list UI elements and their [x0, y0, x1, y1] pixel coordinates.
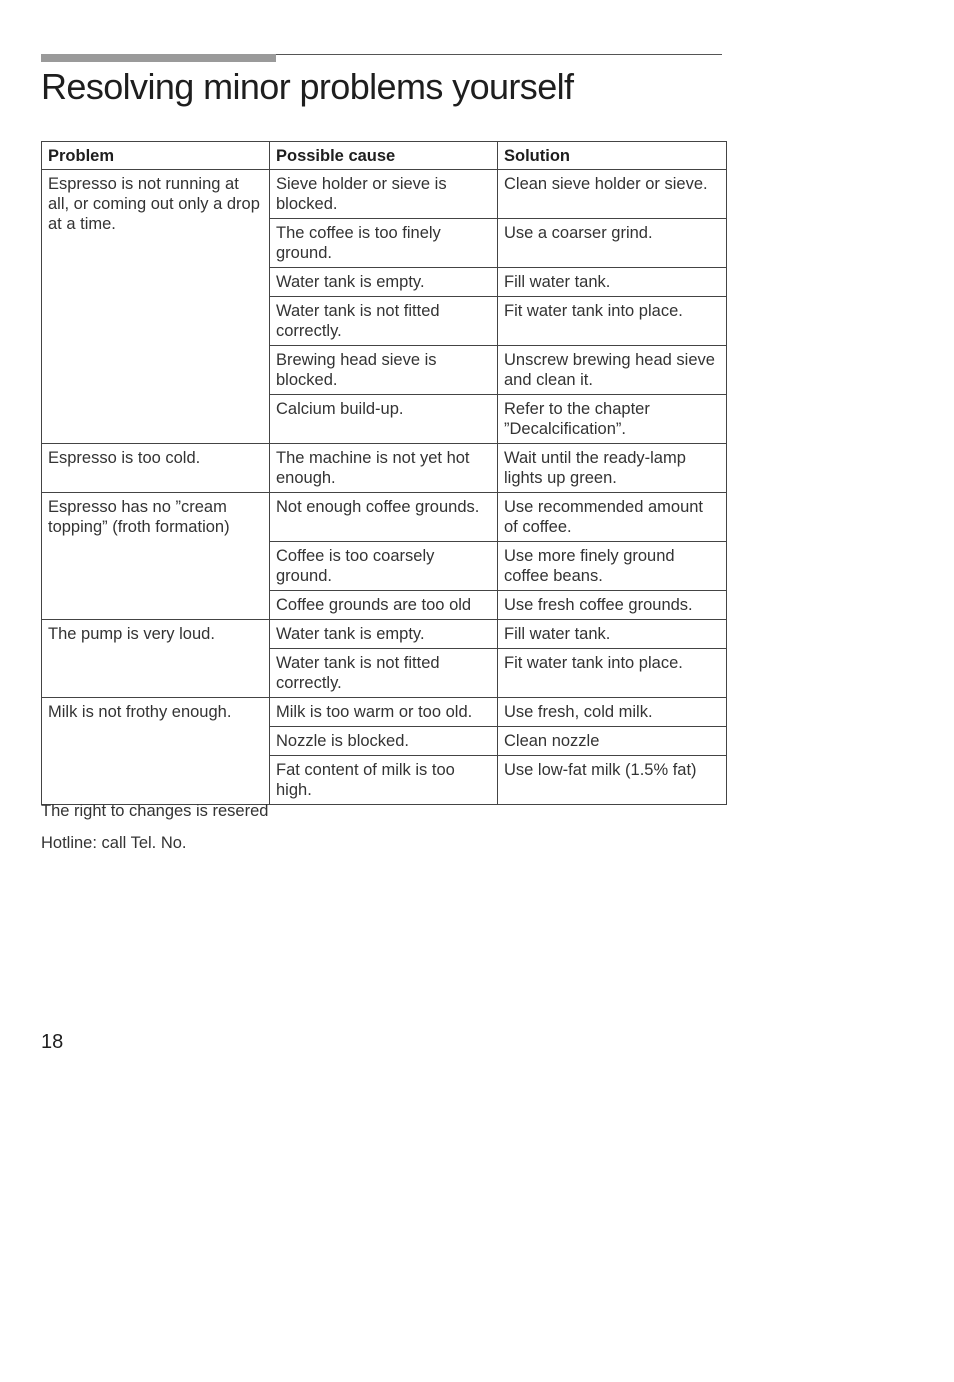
cause-cell: Water tank is empty. — [270, 620, 498, 649]
solution-cell: Fit water tank into place. — [498, 297, 727, 346]
table-row — [42, 493, 727, 542]
solution-cell: Use fresh, cold milk. — [498, 698, 727, 727]
solution-cell: Unscrew brewing head sieve and clean it. — [498, 346, 727, 395]
column-header-solution: Solution — [498, 142, 727, 170]
rights-reserved-note: The right to changes is resered — [41, 802, 269, 820]
cause-cell: Water tank is not fitted correctly. — [270, 297, 498, 346]
solution-cell: Refer to the chapter ”Decalcification”. — [498, 395, 727, 444]
cause-cell: The coffee is too finely ground. — [270, 219, 498, 268]
table-header-row — [42, 142, 727, 170]
cause-cell: Coffee is too coarsely ground. — [270, 542, 498, 591]
solution-cell: Fill water tank. — [498, 268, 727, 297]
cause-cell: The machine is not yet hot enough. — [270, 444, 498, 493]
solution-cell: Wait until the ready-lamp lights up green. — [498, 444, 727, 493]
solution-cell: Clean nozzle — [498, 727, 727, 756]
cause-cell: Milk is too warm or too old. — [270, 698, 498, 727]
solution-cell: Use more finely ground coffee beans. — [498, 542, 727, 591]
cause-cell: Brewing head sieve is blocked. — [270, 346, 498, 395]
cause-cell: Coffee grounds are too old — [270, 591, 498, 620]
cause-cell: Fat content of milk is too high. — [270, 756, 498, 805]
cause-cell: Calcium build-up. — [270, 395, 498, 444]
solution-cell: Use low-fat milk (1.5% fat) — [498, 756, 727, 805]
problem-cell: Espresso has no ”cream topping” (froth formation) — [42, 493, 270, 620]
cause-cell: Water tank is not fitted correctly. — [270, 649, 498, 698]
solution-cell: Clean sieve holder or sieve. — [498, 170, 727, 219]
solution-cell: Use a coarser grind. — [498, 219, 727, 268]
solution-cell: Use fresh coffee grounds. — [498, 591, 727, 620]
table-row — [42, 698, 727, 727]
solution-cell: Use recommended amount of coffee. — [498, 493, 727, 542]
problem-cell: Espresso is too cold. — [42, 444, 270, 493]
cause-cell: Water tank is empty. — [270, 268, 498, 297]
title-accent-bar — [41, 54, 276, 62]
column-header-cause: Possible cause — [270, 142, 498, 170]
page-title: Resolving minor problems yourself — [41, 66, 574, 107]
cause-cell: Sieve holder or sieve is blocked. — [270, 170, 498, 219]
table-row — [42, 170, 727, 219]
problem-cell: The pump is very loud. — [42, 620, 270, 698]
cause-cell: Not enough coffee grounds. — [270, 493, 498, 542]
page-number: 18 — [41, 1031, 64, 1053]
solution-cell: Fit water tank into place. — [498, 649, 727, 698]
cause-cell: Nozzle is blocked. — [270, 727, 498, 756]
table-row — [42, 444, 727, 493]
problem-cell: Milk is not frothy enough. — [42, 698, 270, 805]
troubleshooting-table — [41, 141, 727, 805]
problem-cell: Espresso is not running at all, or coming out only a drop at a time. — [42, 170, 270, 444]
table-row — [42, 620, 727, 649]
solution-cell: Fill water tank. — [498, 620, 727, 649]
column-header-problem: Problem — [42, 142, 270, 170]
hotline-note: Hotline: call Tel. No. — [41, 834, 187, 852]
